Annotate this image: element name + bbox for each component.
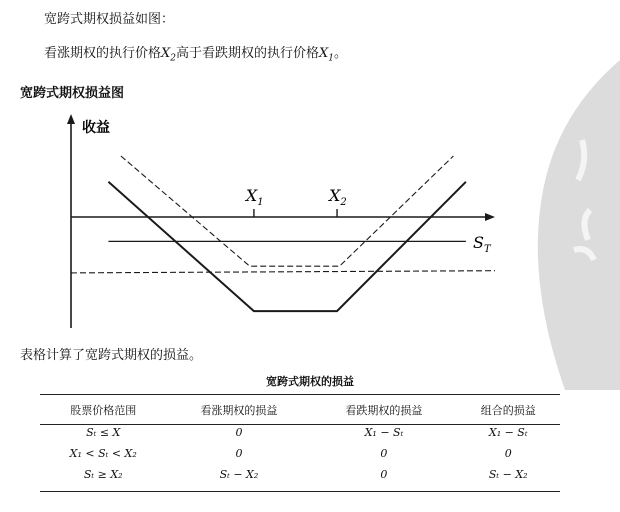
table-bottom-rule <box>40 491 560 492</box>
call-strike-var: $X_2$ <box>161 46 177 64</box>
y-axis-arrow <box>67 114 75 124</box>
strike-markers <box>244 186 347 217</box>
payoff-table <box>40 398 560 485</box>
x-axis-arrow <box>485 213 495 221</box>
strike-label-1: $X_1$ <box>245 186 264 208</box>
intro-text: 宽跨式期权损益如图： <box>44 12 175 27</box>
figure-title: 宽跨式期权损益图 <box>20 86 125 101</box>
cell-range: Sₜ ≤ X <box>86 426 121 439</box>
cell-put: 0 <box>380 468 388 481</box>
cell-total: 0 <box>504 447 512 460</box>
cell-call: 0 <box>235 426 243 439</box>
strike-label-2: $X_2$ <box>329 186 347 208</box>
payoff-series-1 <box>108 182 466 311</box>
cell-call: 0 <box>235 447 243 460</box>
payoff-lines <box>71 156 495 311</box>
cell-total: Sₜ − X₂ <box>488 468 528 481</box>
header-call-payoff: 看涨期权的损益 <box>200 404 278 417</box>
cell-range: X₁ < Sₜ < X₂ <box>69 447 137 460</box>
strike-description: 看涨期权的执行价格$X_2$高于看跌期权的执行价格$X_1$。 <box>44 46 348 64</box>
header-combined-payoff: 组合的损益 <box>480 404 536 417</box>
payoff-chart <box>0 106 620 334</box>
put-strike-var: $X_1$ <box>319 46 335 64</box>
cell-total: X₁ − Sₜ <box>488 426 528 439</box>
y-axis-label: 收益 <box>82 120 110 136</box>
table-row <box>40 443 560 464</box>
payoff-series-3 <box>121 156 454 266</box>
sentence-part1: 看涨期权的执行价格 <box>44 46 162 61</box>
table-title: 宽跨式期权的损益 <box>266 375 354 388</box>
sentence-part2: 高于看跌期权的执行价格 <box>176 46 320 61</box>
cell-range: Sₜ ≥ X₂ <box>83 468 123 481</box>
cell-put: X₁ − Sₜ <box>364 426 404 439</box>
table-row <box>40 422 560 443</box>
table-row <box>40 464 560 485</box>
cell-call: Sₜ − X₂ <box>219 468 259 481</box>
header-price-range: 股票价格范围 <box>70 404 137 417</box>
payoff-chart-svg <box>0 106 620 334</box>
table-intro: 表格计算了宽跨式期权的损益。 <box>20 348 203 363</box>
x-axis-label: $S_T$ <box>473 233 491 255</box>
header-put-payoff: 看跌期权的损益 <box>345 404 423 417</box>
cell-put: 0 <box>380 447 388 460</box>
table-header-row <box>40 398 560 422</box>
table-top-rule <box>40 394 560 395</box>
payoff-series-4 <box>71 271 495 273</box>
